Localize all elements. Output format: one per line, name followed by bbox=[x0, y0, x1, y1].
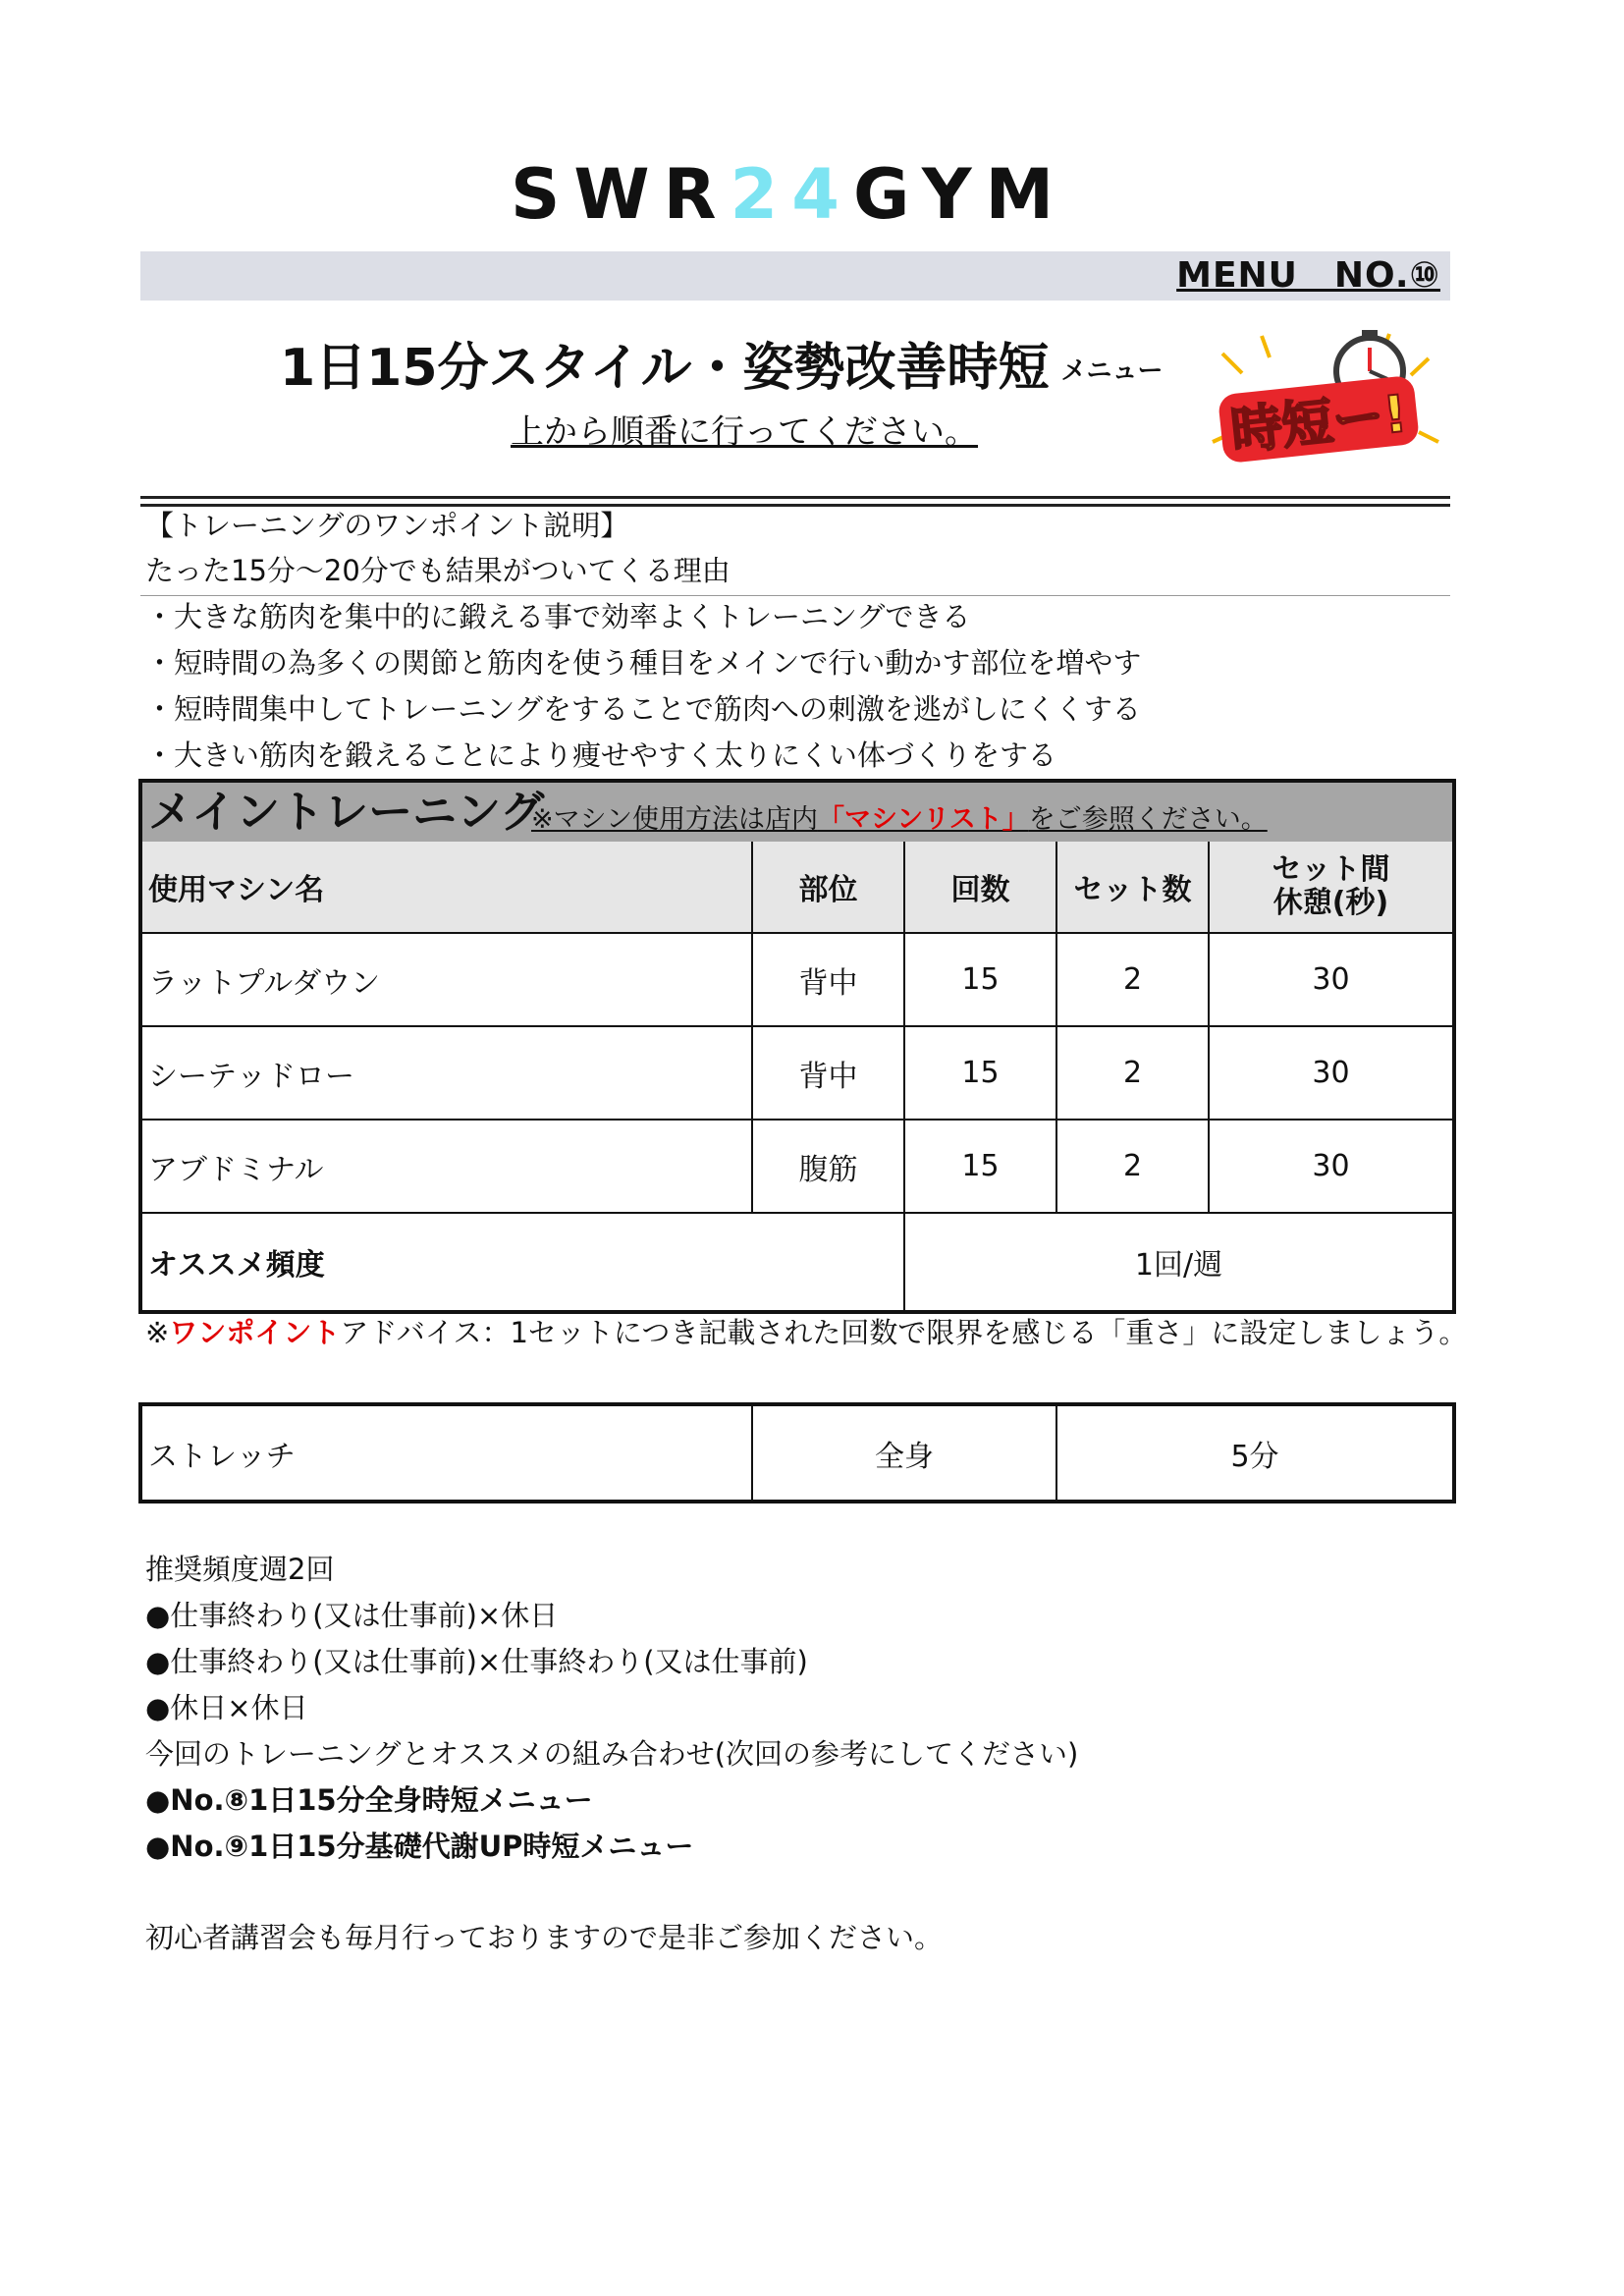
machine-list-link: 「マシンリスト」 bbox=[817, 804, 1029, 835]
title-sub: メニュー bbox=[1060, 356, 1164, 386]
badge-text: 時短ー! bbox=[1227, 384, 1410, 463]
reps-cell: 15 bbox=[905, 934, 1057, 1027]
stretch-table bbox=[138, 1402, 1456, 1503]
title-main: 1日15分スタイル・姿勢改善時短 bbox=[280, 339, 1050, 398]
col-header-reps: 回数 bbox=[905, 842, 1057, 934]
frequency-value: 1回/週 bbox=[1134, 1248, 1223, 1283]
col-header-rest: セット間 休憩(秒) bbox=[1210, 842, 1452, 934]
combo-item: ●No.⑨1日15分基礎代謝UP時短メニュー bbox=[145, 1830, 694, 1863]
jitan-badge bbox=[1203, 324, 1448, 471]
explanation-point: ・大きな筋肉を集中的に鍛える事で効率よくトレーニングできる bbox=[145, 600, 971, 633]
divider-line bbox=[140, 496, 1450, 499]
machine-note-suffix: をご参照ください。 bbox=[1028, 804, 1268, 835]
col-header-area: 部位 bbox=[753, 842, 905, 934]
main-training-title: メイントレーニング bbox=[148, 786, 545, 838]
logo-text-gym: GYM bbox=[852, 154, 1068, 235]
explanation-point: ・短時間の為多くの関節と筋肉を使う種目をメインで行い動かす部位を増やす bbox=[145, 646, 1142, 680]
machine-name-cell: ラットプルダウン bbox=[142, 934, 753, 1027]
gym-logo bbox=[511, 154, 1068, 235]
combo-intro: 今回のトレーニングとオススメの組み合わせ(次回の参考にしてください) bbox=[145, 1737, 1079, 1771]
machine-name-cell: シーテッドロー bbox=[142, 1027, 753, 1121]
stretch-area: 全身 bbox=[753, 1406, 1057, 1500]
machine-note bbox=[531, 800, 1268, 840]
menu-number-bar bbox=[140, 251, 1450, 301]
area-cell: 背中 bbox=[753, 934, 905, 1027]
recommendation-item: ●仕事終わり(又は仕事前)×仕事終わり(又は仕事前) bbox=[145, 1645, 808, 1678]
sets-cell: 2 bbox=[1057, 934, 1210, 1027]
stopwatch-icon bbox=[1203, 324, 1448, 471]
instruction-text: 上から順番に行ってください。 bbox=[511, 412, 978, 452]
advice-highlight: ワンポイント bbox=[169, 1316, 341, 1349]
machine-name-cell: アブドミナル bbox=[142, 1121, 753, 1214]
frequency-label: オススメ頻度 bbox=[142, 1214, 905, 1310]
explanation-point: ・短時間集中してトレーニングをすることで筋肉への刺激を逃がしにくくする bbox=[145, 692, 1141, 726]
rest-cell: 30 bbox=[1210, 1121, 1452, 1214]
explanation-point: ・大きい筋肉を鍛えることにより痩せやすく太りにくい体づくりをする bbox=[145, 738, 1057, 772]
beginner-seminar-note: 初心者講習会も毎月行っておりますので是非ご参加ください。 bbox=[145, 1921, 944, 1954]
main-training-header bbox=[142, 783, 1452, 844]
sets-cell: 2 bbox=[1057, 1027, 1210, 1121]
reps-cell: 15 bbox=[905, 1121, 1057, 1214]
explanation-header: 【トレーニングのワンポイント説明】 bbox=[145, 509, 629, 542]
main-training-table bbox=[138, 779, 1456, 1314]
reps-cell: 15 bbox=[905, 1027, 1057, 1121]
advice-prefix: ※ bbox=[145, 1316, 170, 1349]
col-header-sets: セット数 bbox=[1057, 842, 1210, 934]
logo-text-24: 24 bbox=[730, 154, 853, 235]
menu-number: MENU NO.⑩ bbox=[1176, 255, 1440, 296]
stretch-time: 5分 bbox=[1230, 1439, 1279, 1474]
stretch-name: ストレッチ bbox=[142, 1406, 753, 1500]
logo-text-swr: SWR bbox=[511, 154, 731, 235]
explanation-reason: たった15分～20分でも結果がついてくる理由 bbox=[145, 554, 731, 587]
recommendation-item: ●休日×休日 bbox=[145, 1691, 308, 1724]
combo-item: ●No.⑧1日15分全身時短メニュー bbox=[145, 1783, 593, 1817]
machine-note-prefix: ※マシン使用方法は店内 bbox=[531, 804, 818, 835]
area-cell: 腹筋 bbox=[753, 1121, 905, 1214]
page-title bbox=[280, 334, 1183, 406]
rest-cell: 30 bbox=[1210, 1027, 1452, 1121]
recommendation-title: 推奨頻度週2回 bbox=[145, 1553, 335, 1586]
area-cell: 背中 bbox=[753, 1027, 905, 1121]
sets-cell: 2 bbox=[1057, 1121, 1210, 1214]
col-header-machine: 使用マシン名 bbox=[142, 842, 753, 934]
advice-text: アドバイス：1セットにつき記載された回数で限界を感じる「重さ」に設定しましょう。 bbox=[340, 1316, 1468, 1349]
rest-cell: 30 bbox=[1210, 934, 1452, 1027]
one-point-advice bbox=[145, 1311, 1467, 1354]
recommendation-item: ●仕事終わり(又は仕事前)×休日 bbox=[145, 1599, 559, 1632]
